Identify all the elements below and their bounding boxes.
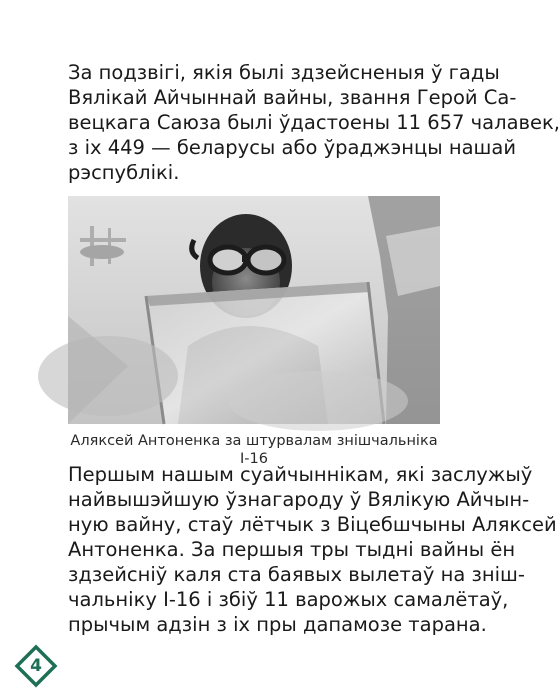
- paragraph-intro: [68, 60, 560, 185]
- text-line: ную вайну, стаў лётчык з Віцебшчыны Аляксей: [68, 513, 557, 536]
- text-line: За подзвігі, якія былі здзейсненыя ў гады: [68, 61, 500, 84]
- text-line: Першым нашым суайчыннікам, які заслужыў: [68, 463, 533, 486]
- text-line: чальніку І-16 і збіў 11 варожых самалётаў,: [68, 588, 509, 611]
- text-line: найвышэйшую ўзнагароду ў Вялікую Айчын-: [68, 488, 530, 511]
- text-line: прычым адзін з іх пры дапамозе тарана.: [68, 613, 487, 636]
- text-line: з іх 449 — беларусы або ўраджэнцы нашай: [68, 136, 517, 159]
- paragraph-antonenka: [68, 462, 557, 637]
- pilot-photo: [68, 196, 440, 424]
- text-line: здзейсніў каля ста баявых вылетаў на зніш-: [68, 563, 525, 586]
- text-line: рэспублікі.: [68, 161, 180, 184]
- text-line: Антоненка. За першыя тры тыдні вайны ён: [68, 538, 516, 561]
- pilot-photo-image: [68, 196, 440, 424]
- page-number: 4: [30, 656, 42, 676]
- photo-caption: Аляксей Антоненка за штурвалам знішчальніка І-16: [70, 433, 438, 467]
- text-line: Вялікай Айчыннай вайны, звання Герой Са-: [68, 86, 517, 109]
- text-line: вецкага Саюза былі ўдастоены 11 657 чалавек,: [68, 111, 560, 134]
